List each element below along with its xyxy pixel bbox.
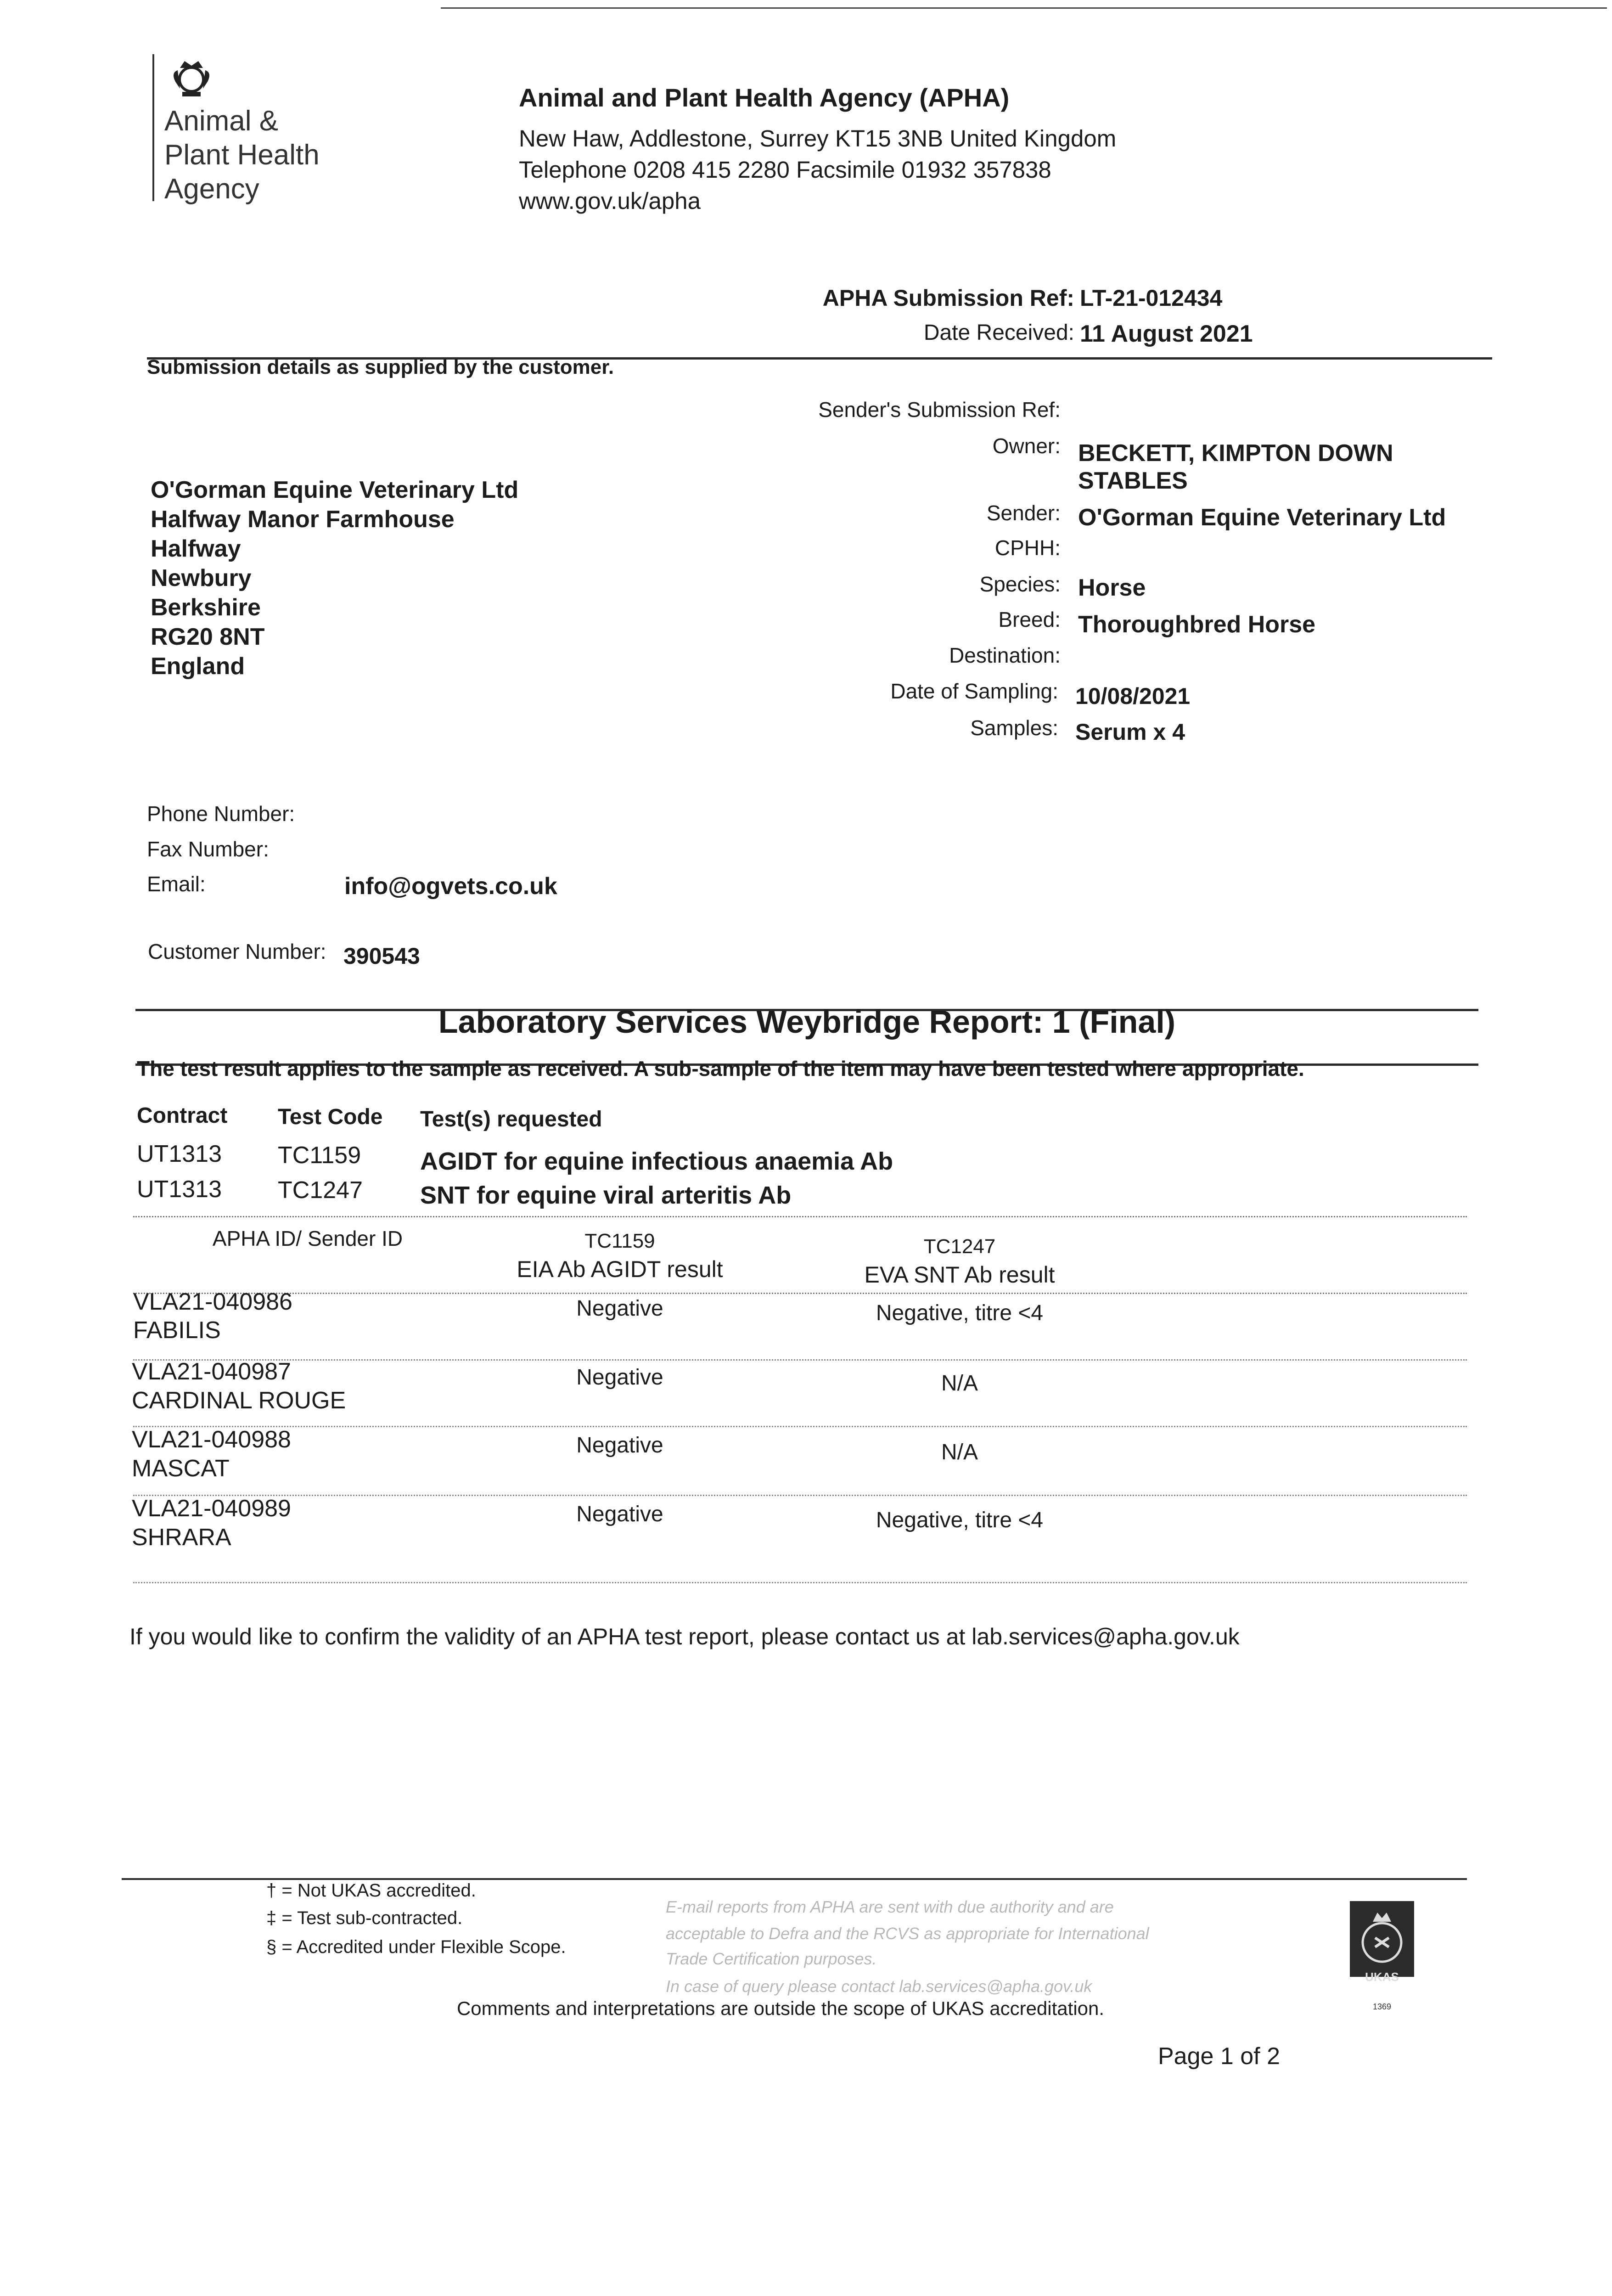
date-received-label: Date Received:: [923, 321, 1074, 345]
logo-text-3: Agency: [164, 173, 259, 205]
address-line: Halfway: [151, 535, 241, 562]
result-name: FABILIS: [133, 1317, 221, 1344]
owner-label: Owner:: [992, 434, 1061, 458]
query-note: In case of query please contact lab.services@apha.gov.uk: [666, 1977, 1092, 1996]
legend-not-ukas: † = Not UKAS accredited.: [266, 1880, 476, 1901]
results-rule-bottom: [133, 1582, 1467, 1583]
result-eva: N/A: [941, 1440, 978, 1464]
samples-label: Samples:: [970, 716, 1058, 740]
result-id: VLA21-040987: [132, 1358, 291, 1385]
legend-flexible-scope: § = Accredited under Flexible Scope.: [266, 1937, 566, 1957]
results-header-col2-name: EVA SNT Ab result: [864, 1262, 1055, 1288]
sender-ref-label: Sender's Submission Ref:: [818, 398, 1061, 422]
result-name: CARDINAL ROUGE: [132, 1387, 346, 1414]
results-rule-top: [133, 1216, 1467, 1217]
customer-number-label: Customer Number:: [148, 940, 326, 963]
validity-note: If you would like to confirm the validity of an APHA test report, please contact us at lab.services@apha.gov.uk: [129, 1624, 1240, 1649]
result-id: VLA21-040988: [132, 1426, 291, 1453]
email-note-line: E-mail reports from APHA are sent with due authority and are: [666, 1897, 1114, 1916]
ukas-number: 1369: [1372, 2002, 1392, 2011]
test-row-code: TC1159: [278, 1142, 361, 1169]
results-rule-header: [133, 1293, 1467, 1294]
result-id: VLA21-040989: [132, 1495, 291, 1522]
address-line: Halfway Manor Farmhouse: [151, 506, 455, 533]
logo-text-1: Animal &: [164, 105, 279, 137]
sampling-value: 10/08/2021: [1075, 683, 1191, 709]
agency-address: New Haw, Addlestone, Surrey KT15 3NB United Kingdom: [519, 125, 1117, 152]
destination-label: Destination:: [949, 643, 1061, 667]
royal-crest-icon: [166, 54, 217, 100]
submission-ref-value: LT-21-012434: [1080, 285, 1223, 311]
customer-number-value: 390543: [343, 943, 420, 969]
result-eia: Negative: [576, 1433, 663, 1458]
result-eia: Negative: [576, 1365, 663, 1390]
owner-value-2: STABLES: [1078, 467, 1188, 494]
results-header-col1-name: EIA Ab AGIDT result: [517, 1256, 723, 1282]
result-eia: Negative: [576, 1296, 663, 1321]
submission-ref-label: APHA Submission Ref:: [822, 285, 1074, 311]
row-divider: [133, 1359, 1467, 1361]
address-line: England: [151, 653, 245, 680]
legend-sub-contracted: ‡ = Test sub-contracted.: [266, 1908, 463, 1928]
owner-value-1: BECKETT, KIMPTON DOWN: [1078, 440, 1393, 467]
test-row-requested: SNT for equine viral arteritis Ab: [420, 1182, 792, 1209]
email-note-line: acceptable to Defra and the RCVS as appropriate for International: [666, 1924, 1149, 1943]
results-header-id: APHA ID/ Sender ID: [212, 1227, 403, 1250]
fax-label: Fax Number:: [147, 837, 269, 861]
page-number: Page 1 of 2: [1158, 2043, 1280, 2070]
agency-web[interactable]: www.gov.uk/apha: [519, 188, 701, 214]
result-eva: N/A: [941, 1371, 978, 1396]
sender-value: O'Gorman Equine Veterinary Ltd: [1078, 504, 1446, 531]
row-divider: [133, 1495, 1467, 1496]
report-title: Laboratory Services Weybridge Report: 1 (Final): [438, 1004, 1176, 1040]
submission-supplied-note: Submission details as supplied by the customer.: [147, 356, 614, 378]
ukas-label: UKAS: [1365, 1970, 1399, 1984]
cphh-label: CPHH:: [994, 536, 1061, 560]
ukas-scope-note: Comments and interpretations are outside the scope of UKAS accreditation.: [456, 1998, 1105, 2019]
breed-label: Breed:: [998, 608, 1061, 631]
test-row-requested: AGIDT for equine infectious anaemia Ab: [420, 1148, 893, 1175]
phone-label: Phone Number:: [147, 802, 295, 826]
result-eia: Negative: [576, 1502, 663, 1526]
result-id: VLA21-040986: [133, 1289, 292, 1315]
tests-header-requested: Test(s) requested: [420, 1107, 602, 1131]
samples-value: Serum x 4: [1075, 719, 1185, 745]
species-value: Horse: [1078, 574, 1146, 601]
top-rule: [441, 7, 1607, 9]
email-note-line: Trade Certification purposes.: [666, 1949, 877, 1968]
test-row-code: TC1247: [278, 1177, 363, 1204]
results-header-col2-code: TC1247: [923, 1235, 996, 1258]
row-divider: [133, 1426, 1467, 1427]
agency-phone: Telephone 0208 415 2280 Facsimile 01932 357838: [519, 157, 1051, 183]
tests-header-contract: Contract: [137, 1103, 228, 1128]
result-name: MASCAT: [132, 1455, 230, 1482]
result-name: SHRARA: [132, 1524, 231, 1551]
test-row-contract: UT1313: [137, 1176, 222, 1203]
species-label: Species:: [979, 572, 1061, 596]
date-received-value: 11 August 2021: [1080, 321, 1253, 347]
tests-header-code: Test Code: [278, 1105, 383, 1129]
address-line: O'Gorman Equine Veterinary Ltd: [151, 477, 519, 503]
address-line: RG20 8NT: [151, 624, 265, 650]
sampling-label: Date of Sampling:: [890, 679, 1058, 703]
email-label: Email:: [147, 872, 206, 896]
result-eva: Negative, titre <4: [876, 1301, 1044, 1325]
test-row-contract: UT1313: [137, 1141, 222, 1167]
breed-value: Thoroughbred Horse: [1078, 611, 1316, 638]
logo-text-2: Plant Health: [164, 139, 320, 171]
results-header-col1-code: TC1159: [584, 1230, 655, 1252]
sender-label: Sender:: [986, 501, 1061, 525]
footer-rule: [122, 1878, 1467, 1880]
email-value[interactable]: info@ogvets.co.uk: [344, 873, 557, 900]
agency-name: Animal and Plant Health Agency (APHA): [519, 83, 1010, 112]
result-eva: Negative, titre <4: [876, 1508, 1044, 1532]
logo-bar: [152, 54, 154, 201]
address-line: Berkshire: [151, 594, 261, 621]
address-line: Newbury: [151, 565, 252, 591]
report-disclaimer: The test result applies to the sample as received. A sub-sample of the item may have been tested where appropriate.: [137, 1057, 1304, 1080]
